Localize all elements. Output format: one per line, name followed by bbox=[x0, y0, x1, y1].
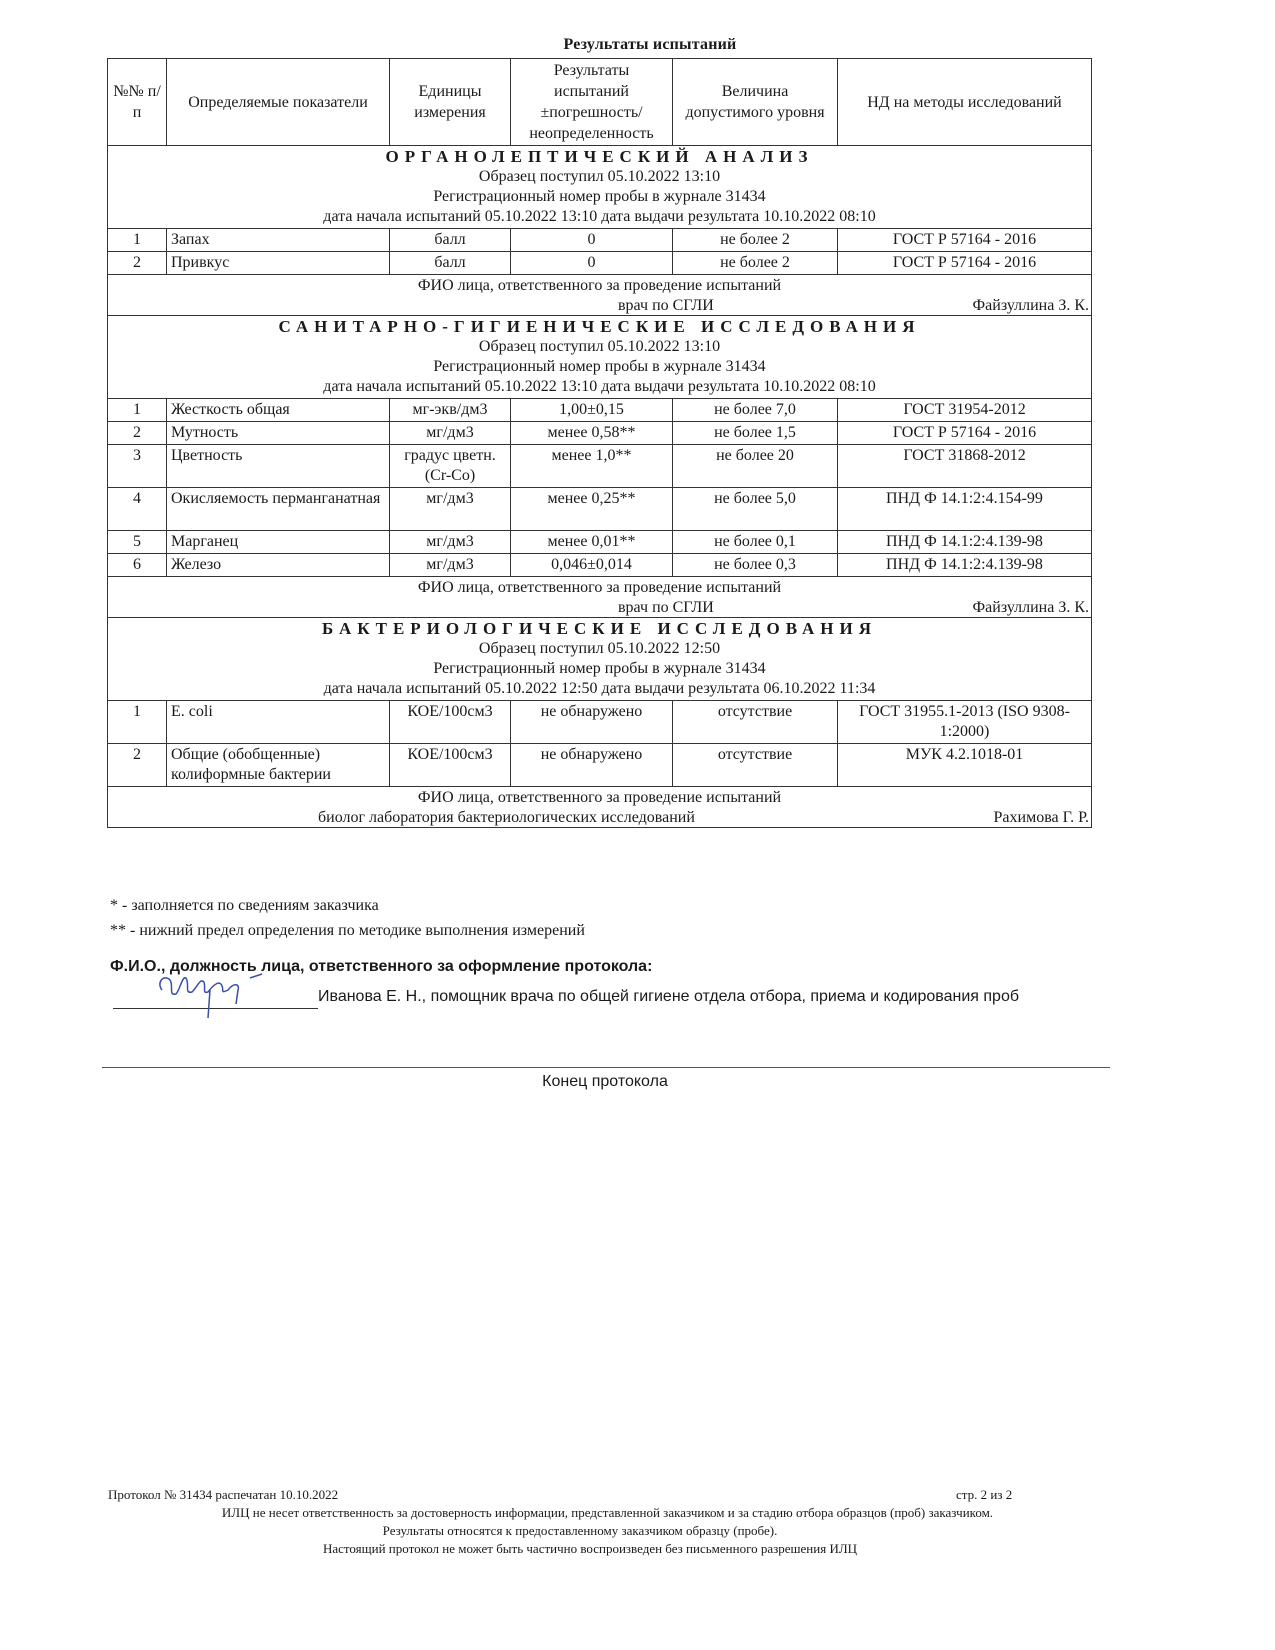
responsible-label: ФИО лица, ответственного за проведение испытаний bbox=[417, 789, 782, 806]
row-method: ПНД Ф 14.1:2:4.139-98 bbox=[838, 554, 1092, 577]
row-number: 1 bbox=[108, 229, 167, 252]
responsible-label: ФИО лица, ответственного за проведение испытаний bbox=[417, 277, 782, 294]
row-indicator: Мутность bbox=[167, 422, 390, 445]
responsible-role: врач по СГЛИ bbox=[618, 297, 714, 314]
test-dates: дата начала испытаний 05.10.2022 13:10 дата выдачи результата 10.10.2022 08:10 bbox=[323, 378, 876, 395]
footer-printed: Протокол № 31434 распечатан 10.10.2022 bbox=[108, 1487, 339, 1502]
table-row bbox=[108, 422, 1092, 445]
row-limit: отсутствие bbox=[673, 744, 838, 787]
end-divider bbox=[102, 1067, 1110, 1068]
section-header-row bbox=[108, 618, 1092, 701]
sample-received: Образец поступил 05.10.2022 12:50 bbox=[478, 640, 721, 657]
note-customer: * - заполняется по сведениям заказчика bbox=[110, 897, 379, 914]
row-indicator: Жесткость общая bbox=[167, 399, 390, 422]
responsible-role: врач по СГЛИ bbox=[618, 599, 714, 616]
test-dates: дата начала испытаний 05.10.2022 12:50 дата выдачи результата 06.10.2022 11:34 bbox=[323, 680, 876, 697]
registration-number: Регистрационный номер пробы в журнале 31434 bbox=[433, 358, 766, 375]
header-unit: Единицы измерения bbox=[390, 59, 511, 146]
row-number: 6 bbox=[108, 554, 167, 577]
row-indicator: Цветность bbox=[167, 445, 390, 488]
responsible-row bbox=[108, 577, 1092, 618]
row-method: ПНД Ф 14.1:2:4.139-98 bbox=[838, 531, 1092, 554]
row-limit: не более 20 bbox=[673, 445, 838, 488]
section-title: БАКТЕРИОЛОГИЧЕСКИЕ ИССЛЕДОВАНИЯ bbox=[322, 619, 877, 638]
row-method: ГОСТ 31955.1-2013 (ISO 9308-1:2000) bbox=[838, 701, 1092, 744]
row-number: 2 bbox=[108, 422, 167, 445]
row-method: МУК 4.2.1018-01 bbox=[838, 744, 1092, 787]
table-header-row bbox=[108, 59, 1092, 146]
row-method: ПНД Ф 14.1:2:4.154-99 bbox=[838, 488, 1092, 531]
section-header-row bbox=[108, 316, 1092, 399]
row-unit: КОЕ/100см3 bbox=[390, 701, 511, 744]
footer-disclaimer-1: ИЛЦ не несет ответственность за достоверность информации, представленной заказчиком и за стадию отбора образцов (проб) заказчиком. bbox=[221, 1505, 994, 1520]
page-title: Результаты испытаний bbox=[563, 36, 737, 53]
row-limit: не более 5,0 bbox=[673, 488, 838, 531]
row-number: 3 bbox=[108, 445, 167, 488]
header-number: №№ п/п bbox=[108, 59, 167, 146]
row-indicator: Привкус bbox=[167, 252, 390, 275]
row-unit: балл bbox=[390, 229, 511, 252]
row-unit: мг/дм3 bbox=[390, 554, 511, 577]
row-limit: отсутствие bbox=[673, 701, 838, 744]
row-unit: мг-экв/дм3 bbox=[390, 399, 511, 422]
header-indicator: Определяемые показатели bbox=[167, 59, 390, 146]
row-indicator: Железо bbox=[167, 554, 390, 577]
registration-number: Регистрационный номер пробы в журнале 31434 bbox=[433, 660, 766, 677]
table-row bbox=[108, 744, 1092, 787]
row-indicator: Запах bbox=[167, 229, 390, 252]
header-method: НД на методы исследований bbox=[838, 59, 1092, 146]
footer-page-number: стр. 2 из 2 bbox=[956, 1487, 1013, 1502]
row-indicator: E. coli bbox=[167, 701, 390, 744]
table-row bbox=[108, 252, 1092, 275]
responsible-row bbox=[108, 787, 1092, 828]
row-result: менее 1,0** bbox=[511, 445, 673, 488]
responsible-row bbox=[108, 275, 1092, 316]
table-row bbox=[108, 399, 1092, 422]
end-of-protocol: Конец протокола bbox=[542, 1073, 668, 1090]
row-unit: мг/дм3 bbox=[390, 488, 511, 531]
table-row bbox=[108, 531, 1092, 554]
responsible-cell bbox=[108, 577, 1092, 618]
row-result: 0 bbox=[511, 229, 673, 252]
table-row bbox=[108, 554, 1092, 577]
row-method: ГОСТ 31868-2012 bbox=[838, 445, 1092, 488]
note-detection-limit: ** - нижний предел определения по методике выполнения измерений bbox=[110, 922, 585, 939]
row-number: 2 bbox=[108, 252, 167, 275]
row-result: 1,00±0,15 bbox=[511, 399, 673, 422]
table-row bbox=[108, 229, 1092, 252]
responsible-name: Файзуллина З. К. bbox=[972, 599, 1089, 616]
row-method: ГОСТ Р 57164 - 2016 bbox=[838, 252, 1092, 275]
row-unit: балл bbox=[390, 252, 511, 275]
section-title: ОРГАНОЛЕПТИЧЕСКИЙ АНАЛИЗ bbox=[385, 147, 814, 166]
section-header bbox=[108, 618, 1092, 701]
row-limit: не более 0,3 bbox=[673, 554, 838, 577]
table-row bbox=[108, 701, 1092, 744]
responsible-cell bbox=[108, 275, 1092, 316]
section-title: САНИТАРНО-ГИГИЕНИЧЕСКИЕ ИССЛЕДОВАНИЯ bbox=[278, 317, 921, 336]
row-indicator: Общие (обобщенные) колиформные бактерии bbox=[167, 744, 390, 787]
footer-disclaimer-2: Результаты относятся к предоставленному заказчиком образцу (пробе). bbox=[382, 1523, 778, 1538]
row-unit: градус цветн.(Cr-Co) bbox=[390, 445, 511, 488]
row-result: менее 0,01** bbox=[511, 531, 673, 554]
sample-received: Образец поступил 05.10.2022 13:10 bbox=[478, 338, 721, 355]
responsible-name: Файзуллина З. К. bbox=[972, 297, 1089, 314]
footer-disclaimer-3: Настоящий протокол не может быть частично воспроизведен без письменного разрешения ИЛЦ bbox=[322, 1541, 858, 1556]
row-result: не обнаружено bbox=[511, 701, 673, 744]
protocol-responsible-label: Ф.И.О., должность лица, ответственного за оформление протокола: bbox=[110, 958, 653, 975]
row-result: 0 bbox=[511, 252, 673, 275]
row-limit: не более 0,1 bbox=[673, 531, 838, 554]
row-number: 2 bbox=[108, 744, 167, 787]
test-dates: дата начала испытаний 05.10.2022 13:10 дата выдачи результата 10.10.2022 08:10 bbox=[323, 208, 876, 225]
row-method: ГОСТ 31954-2012 bbox=[838, 399, 1092, 422]
row-number: 1 bbox=[108, 399, 167, 422]
section-header-row bbox=[108, 146, 1092, 229]
row-method: ГОСТ Р 57164 - 2016 bbox=[838, 229, 1092, 252]
section-header bbox=[108, 316, 1092, 399]
row-unit: мг/дм3 bbox=[390, 422, 511, 445]
row-result: 0,046±0,014 bbox=[511, 554, 673, 577]
protocol-responsible-person: Иванова Е. Н., помощник врача по общей гигиене отдела отбора, приема и кодирования проб bbox=[318, 988, 1019, 1005]
row-number: 5 bbox=[108, 531, 167, 554]
row-limit: не более 2 bbox=[673, 229, 838, 252]
registration-number: Регистрационный номер пробы в журнале 31434 bbox=[433, 188, 766, 205]
header-result: Результаты испытаний ±погрешность/ неопределенность bbox=[511, 59, 673, 146]
row-limit: не более 1,5 bbox=[673, 422, 838, 445]
responsible-label: ФИО лица, ответственного за проведение испытаний bbox=[417, 579, 782, 596]
row-unit: мг/дм3 bbox=[390, 531, 511, 554]
row-number: 1 bbox=[108, 701, 167, 744]
table-row bbox=[108, 488, 1092, 531]
section-header bbox=[108, 146, 1092, 229]
row-number: 4 bbox=[108, 488, 167, 531]
row-limit: не более 2 bbox=[673, 252, 838, 275]
row-limit: не более 7,0 bbox=[673, 399, 838, 422]
row-result: менее 0,58** bbox=[511, 422, 673, 445]
sample-received: Образец поступил 05.10.2022 13:10 bbox=[478, 168, 721, 185]
signature-mark bbox=[150, 960, 290, 1020]
responsible-name: Рахимова Г. Р. bbox=[993, 809, 1089, 826]
row-method: ГОСТ Р 57164 - 2016 bbox=[838, 422, 1092, 445]
responsible-role: биолог лаборатория бактериологических исследований bbox=[318, 809, 695, 826]
results-table bbox=[107, 58, 1092, 828]
table-row bbox=[108, 445, 1092, 488]
row-result: менее 0,25** bbox=[511, 488, 673, 531]
row-indicator: Марганец bbox=[167, 531, 390, 554]
row-indicator: Окисляемость перманганатная bbox=[167, 488, 390, 531]
row-unit: КОЕ/100см3 bbox=[390, 744, 511, 787]
responsible-cell bbox=[108, 787, 1092, 828]
row-result: не обнаружено bbox=[511, 744, 673, 787]
header-limit: Величина допустимого уровня bbox=[673, 59, 838, 146]
